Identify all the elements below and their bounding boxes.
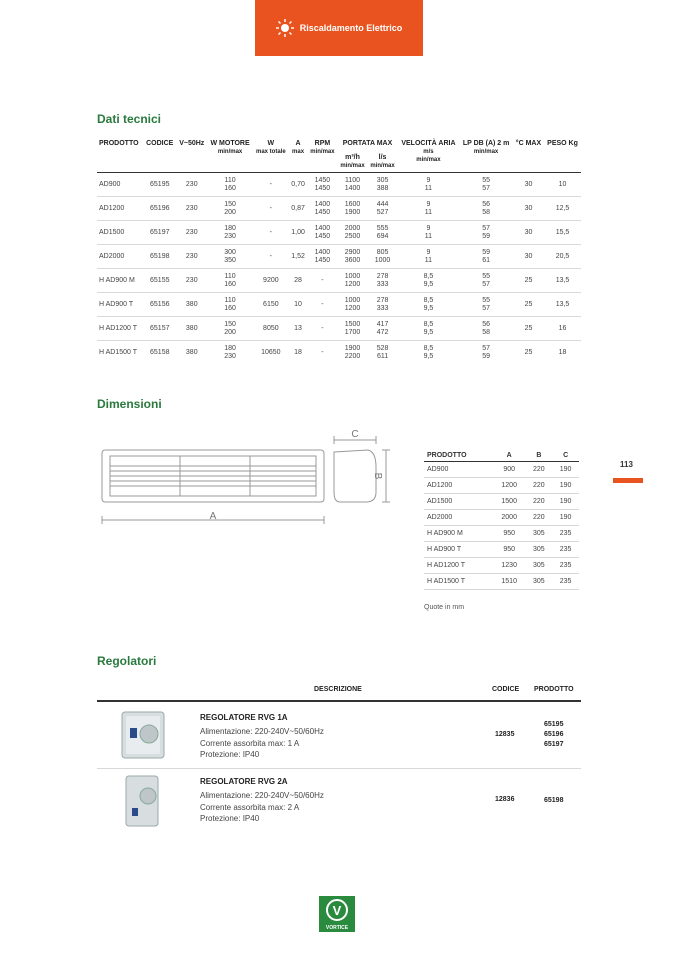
table-cell: 1400 1450 <box>307 197 337 221</box>
table-cell: AD900 <box>97 173 143 197</box>
col-portata-ls: l/s min/max <box>370 154 395 169</box>
reg-col-prodotto: PRODOTTO <box>534 686 574 693</box>
col-a: A max <box>292 140 305 155</box>
regulator-1-line1: Alimentazione: 220-240V~50/60Hz <box>200 727 324 736</box>
table-cell: 65156 <box>143 293 176 317</box>
table-row <box>424 510 579 526</box>
col-portata-m3: m³/h min/max <box>340 154 365 169</box>
col-prodotto: PRODOTTO <box>99 140 139 147</box>
table-cell: 30 <box>513 173 544 197</box>
table-cell: 25 <box>513 269 544 293</box>
table-cell: AD1500 <box>424 494 493 510</box>
table-cell: 13 <box>289 317 308 341</box>
table-cell: H AD900 T <box>424 542 493 558</box>
table-cell: 0,70 <box>289 173 308 197</box>
table-row <box>424 462 579 478</box>
regulator-1-image <box>118 710 168 760</box>
table-cell: 220 <box>526 462 553 478</box>
dimension-table <box>424 450 579 590</box>
table-cell: 12,5 <box>544 197 581 221</box>
table-row <box>97 341 581 365</box>
table-cell: - <box>307 269 337 293</box>
table-cell: 10650 <box>253 341 289 365</box>
table-cell: 1,52 <box>289 245 308 269</box>
table-cell: 300 350 <box>207 245 253 269</box>
regulator-1-line3: Protezione: IP40 <box>200 750 260 759</box>
table-cell: 56 58 <box>459 197 513 221</box>
table-cell: 278 333 <box>368 269 398 293</box>
table-cell: AD1200 <box>97 197 143 221</box>
col-codice: CODICE <box>146 140 174 147</box>
table-cell: 9 11 <box>398 245 460 269</box>
regulator-2-code: 12836 <box>495 796 515 803</box>
table-cell: 1510 <box>493 574 526 590</box>
table-cell: 220 <box>526 510 553 526</box>
table-cell: 230 <box>176 197 207 221</box>
table-cell: 805 1000 <box>368 245 398 269</box>
table-cell: 20,5 <box>544 245 581 269</box>
table-cell: 2000 2500 <box>337 221 367 245</box>
table-cell: 1400 1450 <box>307 245 337 269</box>
section-title-dimensions: Dimensioni <box>97 397 162 411</box>
reg-header-rule <box>97 700 581 702</box>
table-cell: 305 388 <box>368 173 398 197</box>
regulator-2-line3: Protezione: IP40 <box>200 814 260 823</box>
section-title-regulators: Regolatori <box>97 654 157 668</box>
table-cell: 65195 <box>143 173 176 197</box>
table-cell: 230 <box>176 173 207 197</box>
regulator-1-products <box>544 720 563 750</box>
label-c: C <box>351 429 359 440</box>
table-cell: H AD1500 T <box>424 574 493 590</box>
table-cell: - <box>307 293 337 317</box>
reg-row-rule <box>97 768 581 769</box>
table-row <box>97 245 581 269</box>
dim-col-b: B <box>526 450 553 462</box>
table-cell: 380 <box>176 317 207 341</box>
table-cell: 220 <box>526 494 553 510</box>
tech-table <box>97 140 581 364</box>
table-cell: 305 <box>526 542 553 558</box>
regulator-1-product: 65197 <box>544 741 564 748</box>
table-cell: 417 472 <box>368 317 398 341</box>
banner-label: Riscaldamento Elettrico <box>299 23 403 33</box>
col-c: °C MAX <box>515 140 542 147</box>
reg-col-codice: CODICE <box>492 686 520 693</box>
regulator-2-name: REGOLATORE RVG 2A <box>200 777 288 786</box>
col-peso: PESO Kg <box>547 140 578 147</box>
table-cell: H AD1200 T <box>97 317 143 341</box>
table-cell: 9 11 <box>398 197 460 221</box>
table-cell: 380 <box>176 293 207 317</box>
table-row <box>424 478 579 494</box>
page-marker <box>613 478 643 483</box>
col-voltage: V~50Hz <box>179 140 205 147</box>
table-cell: - <box>307 317 337 341</box>
table-cell: 1230 <box>493 558 526 574</box>
table-cell: 25 <box>513 293 544 317</box>
regulator-1-line2: Corrente assorbita max: 1 A <box>200 739 300 748</box>
table-cell: 1450 1450 <box>307 173 337 197</box>
regulator-1-code: 12835 <box>495 731 515 738</box>
vortice-logo <box>319 896 355 932</box>
regulator-2-line2: Corrente assorbita max: 2 A <box>200 803 300 812</box>
table-cell: 444 527 <box>368 197 398 221</box>
table-cell: 13,5 <box>544 293 581 317</box>
table-cell: 2900 3600 <box>337 245 367 269</box>
table-cell: 15,5 <box>544 221 581 245</box>
table-cell: 28 <box>289 269 308 293</box>
table-cell: 190 <box>552 462 579 478</box>
table-cell: 278 333 <box>368 293 398 317</box>
table-cell: 30 <box>513 221 544 245</box>
table-cell: 1500 <box>493 494 526 510</box>
table-cell: 8,5 9,5 <box>398 293 460 317</box>
table-cell: 110 160 <box>207 293 253 317</box>
table-cell: 0,87 <box>289 197 308 221</box>
table-cell: 1000 1200 <box>337 293 367 317</box>
table-cell: AD1500 <box>97 221 143 245</box>
table-row <box>424 542 579 558</box>
table-cell: 900 <box>493 462 526 478</box>
dim-col-c: C <box>552 450 579 462</box>
reg-col-descrizione: DESCRIZIONE <box>314 686 362 693</box>
table-cell: 1,00 <box>289 221 308 245</box>
table-cell: 528 611 <box>368 341 398 365</box>
table-cell: 235 <box>552 542 579 558</box>
table-cell: 230 <box>176 221 207 245</box>
table-cell: 55 57 <box>459 269 513 293</box>
dim-col-prodotto: PRODOTTO <box>424 450 493 462</box>
dimension-note: Quote in mm <box>424 604 465 611</box>
section-title-tech: Dati tecnici <box>97 112 162 126</box>
table-cell: 230 <box>176 245 207 269</box>
col-portata: PORTATA MAX <box>342 140 393 147</box>
table-cell: 235 <box>552 526 579 542</box>
regulator-1-name: REGOLATORE RVG 1A <box>200 713 288 722</box>
label-b: B <box>372 472 383 480</box>
table-row <box>97 221 581 245</box>
table-cell: H AD900 T <box>97 293 143 317</box>
regulator-2-products <box>544 796 563 806</box>
table-row <box>424 558 579 574</box>
table-cell: AD2000 <box>97 245 143 269</box>
table-cell: 950 <box>493 526 526 542</box>
category-banner <box>255 0 423 56</box>
table-cell: 56 58 <box>459 317 513 341</box>
table-cell: - <box>253 245 289 269</box>
table-row <box>424 494 579 510</box>
table-row <box>97 317 581 341</box>
table-cell: 305 <box>526 558 553 574</box>
table-cell: 10 <box>544 173 581 197</box>
table-cell: 1900 2200 <box>337 341 367 365</box>
page-number: 113 <box>620 460 633 469</box>
table-cell: 1100 1400 <box>337 173 367 197</box>
table-cell: H AD900 M <box>424 526 493 542</box>
sun-icon <box>276 19 294 37</box>
dim-col-a: A <box>493 450 526 462</box>
table-cell: 65197 <box>143 221 176 245</box>
table-cell: 6150 <box>253 293 289 317</box>
table-cell: H AD1500 T <box>97 341 143 365</box>
table-cell: 57 59 <box>459 221 513 245</box>
table-cell: 1400 1450 <box>307 221 337 245</box>
regulator-2-image <box>122 774 162 828</box>
table-row <box>424 526 579 542</box>
table-cell: 235 <box>552 574 579 590</box>
table-cell: 65198 <box>143 245 176 269</box>
table-cell: 950 <box>493 542 526 558</box>
table-cell: AD2000 <box>424 510 493 526</box>
table-cell: 13,5 <box>544 269 581 293</box>
table-cell: 190 <box>552 510 579 526</box>
table-cell: 110 160 <box>207 269 253 293</box>
table-cell: 30 <box>513 197 544 221</box>
table-cell: 8,5 9,5 <box>398 341 460 365</box>
table-cell: 1600 1900 <box>337 197 367 221</box>
label-a: A <box>209 511 217 522</box>
table-cell: 305 <box>526 526 553 542</box>
table-row <box>97 293 581 317</box>
table-cell: - <box>253 173 289 197</box>
table-cell: 65157 <box>143 317 176 341</box>
table-cell: 9 11 <box>398 221 460 245</box>
table-cell: 555 694 <box>368 221 398 245</box>
table-cell: 65158 <box>143 341 176 365</box>
table-cell: 16 <box>544 317 581 341</box>
table-cell: 1200 <box>493 478 526 494</box>
regulator-2-line1: Alimentazione: 220-240V~50/60Hz <box>200 791 324 800</box>
table-cell: 55 57 <box>459 173 513 197</box>
table-cell: - <box>307 341 337 365</box>
table-row <box>97 197 581 221</box>
table-cell: 150 200 <box>207 197 253 221</box>
regulator-2-product: 65198 <box>544 797 564 804</box>
table-cell: 230 <box>176 269 207 293</box>
table-cell: 8050 <box>253 317 289 341</box>
table-cell: 380 <box>176 341 207 365</box>
table-cell: 9200 <box>253 269 289 293</box>
table-cell: 180 230 <box>207 341 253 365</box>
table-cell: H AD900 M <box>97 269 143 293</box>
table-row <box>424 574 579 590</box>
dimension-diagram <box>100 422 390 532</box>
regulator-1-product: 65196 <box>544 731 564 738</box>
table-cell: 110 160 <box>207 173 253 197</box>
table-cell: 305 <box>526 574 553 590</box>
table-cell: 10 <box>289 293 308 317</box>
logo-text: VORTICE <box>325 925 349 931</box>
table-cell: 190 <box>552 494 579 510</box>
table-cell: 1500 1700 <box>337 317 367 341</box>
col-wmotore: W MOTORE min/max <box>210 140 250 155</box>
table-cell: AD1200 <box>424 478 493 494</box>
table-cell: AD900 <box>424 462 493 478</box>
vortice-mark-icon <box>319 896 355 922</box>
regulator-1-product: 65195 <box>544 721 564 728</box>
col-w: W max totale <box>255 140 286 155</box>
table-cell: 25 <box>513 341 544 365</box>
table-cell: 65196 <box>143 197 176 221</box>
table-cell: 150 200 <box>207 317 253 341</box>
table-cell: 18 <box>289 341 308 365</box>
table-cell: 2000 <box>493 510 526 526</box>
table-cell: 8,5 9,5 <box>398 269 460 293</box>
col-rpm: RPM min/max <box>310 140 335 155</box>
table-cell: 25 <box>513 317 544 341</box>
table-cell: - <box>253 221 289 245</box>
table-cell: 190 <box>552 478 579 494</box>
table-cell: 57 59 <box>459 341 513 365</box>
table-cell: 18 <box>544 341 581 365</box>
table-cell: 8,5 9,5 <box>398 317 460 341</box>
col-lpdb: LP DB (A) 2 m min/max <box>462 140 510 155</box>
table-cell: 55 57 <box>459 293 513 317</box>
table-cell: 9 11 <box>398 173 460 197</box>
table-cell: H AD1200 T <box>424 558 493 574</box>
table-row <box>97 269 581 293</box>
logo-mark: V <box>332 903 342 918</box>
table-cell: 65155 <box>143 269 176 293</box>
table-cell: - <box>253 197 289 221</box>
table-cell: 59 61 <box>459 245 513 269</box>
table-cell: 180 230 <box>207 221 253 245</box>
col-velocita: VELOCITÀ ARIA m/s min/max <box>401 140 456 163</box>
table-cell: 30 <box>513 245 544 269</box>
table-cell: 220 <box>526 478 553 494</box>
table-cell: 235 <box>552 558 579 574</box>
table-cell: 1000 1200 <box>337 269 367 293</box>
table-row <box>97 173 581 197</box>
